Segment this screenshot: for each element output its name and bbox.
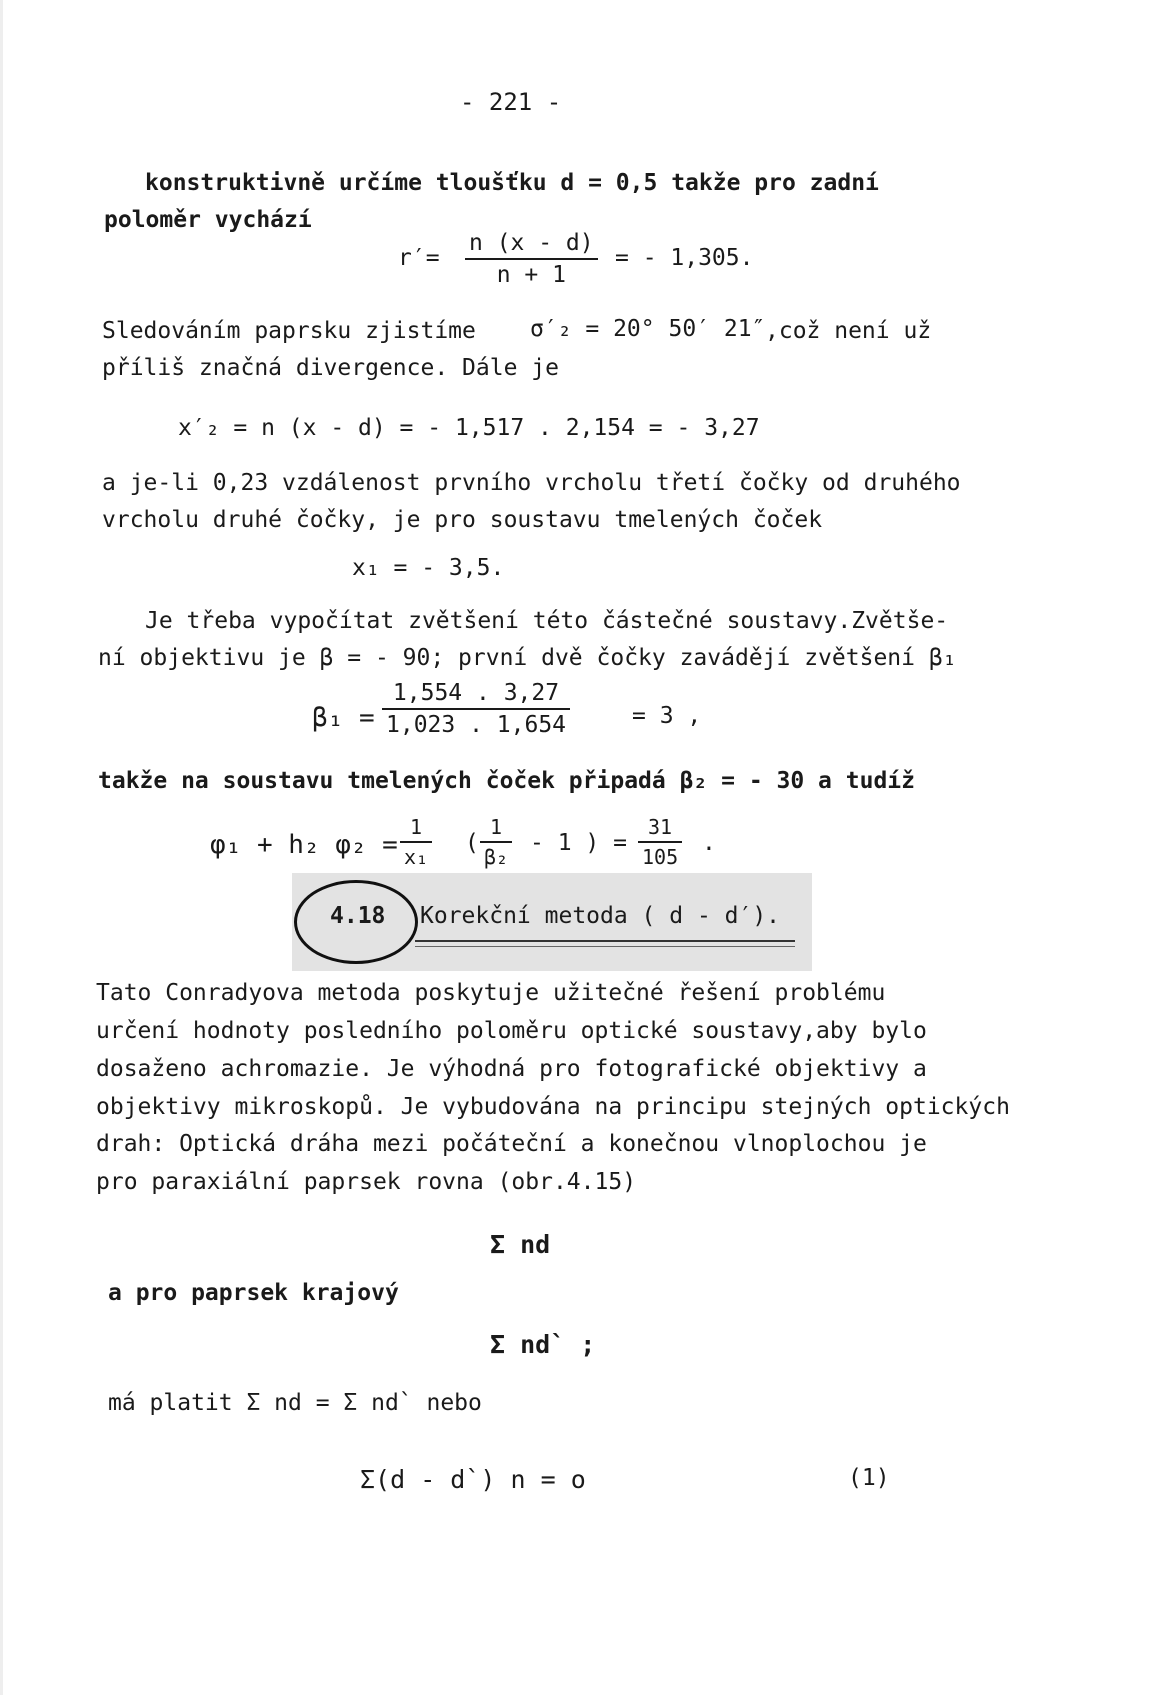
section-title: Korekční metoda ( d - d′). — [420, 903, 781, 929]
equation-beta1-fraction — [382, 680, 570, 738]
equation-final: Σ(d - d`) n = o — [360, 1465, 586, 1494]
equation-x1: x₁ = - 3,5. — [352, 555, 505, 581]
equation-phi-fraction-3 — [638, 815, 682, 869]
text-line: Sledováním paprsku zjistíme — [102, 318, 476, 344]
fraction-numerator: n (x - d) — [465, 230, 598, 260]
text-line: ní objektivu je β = - 90; první dvě čočky zavádějí zvětšení β₁ — [98, 645, 957, 671]
equation-phi-fraction-1 — [400, 815, 432, 869]
section-title-underline — [415, 940, 795, 947]
text-line: takže na soustavu tmelených čoček připadá β₂ = - 30 a tudíž — [98, 768, 915, 794]
fraction-denominator: 1,023 . 1,654 — [386, 712, 567, 738]
text-line: vrcholu druhé čočky, je pro soustavu tmelených čoček — [102, 507, 823, 533]
text-line: dosaženo achromazie. Je výhodná pro fotografické objektivy a — [96, 1056, 927, 1082]
equation-phi-end: . — [702, 830, 716, 856]
text-line: konstruktivně určíme tloušťku d = 0,5 takže pro zadní — [145, 170, 879, 196]
fraction-denominator: 105 — [642, 845, 679, 869]
equation-beta1-rhs: = 3 , — [632, 703, 702, 729]
equation-sum-nd: Σ nd — [490, 1230, 551, 1259]
equation-phi-fraction-2 — [480, 815, 512, 869]
text-line: ,což není už — [765, 318, 932, 344]
page-number: - 221 - — [460, 88, 562, 116]
equation-phi-paren-close: - 1 ) = — [530, 830, 627, 856]
text-line: určení hodnoty posledního poloměru optické soustavy,aby bylo — [96, 1018, 927, 1044]
fraction-numerator: 31 — [638, 815, 682, 843]
text-line: příliš značná divergence. Dále je — [102, 355, 559, 381]
text-line: objektivy mikroskopů. Je vybudována na principu stejných optických — [96, 1094, 1010, 1120]
text-line: a pro paprsek krajový — [108, 1280, 399, 1306]
equation-r-fraction — [465, 230, 598, 288]
text-line: a je-li 0,23 vzdálenost prvního vrcholu třetí čočky od druhého — [102, 470, 961, 496]
equation-label: (1) — [848, 1465, 890, 1491]
page-edge — [0, 0, 3, 1695]
text-line: Tato Conradyova metoda poskytuje užitečné řešení problému — [96, 980, 886, 1006]
text-line: má platit Σ nd = Σ nd` nebo — [108, 1390, 482, 1416]
text-line: Je třeba vypočítat zvětšení této částečné soustavy.Zvětše- — [145, 608, 949, 634]
fraction-denominator: x₁ — [404, 845, 429, 869]
text-line: drah: Optická dráha mezi počáteční a konečnou vlnoplochou je — [96, 1131, 927, 1157]
equation-phi-lhs: φ₁ + h₂ φ₂ = — [210, 830, 398, 860]
fraction-numerator: 1,554 . 3,27 — [382, 680, 570, 710]
fraction-denominator: β₂ — [484, 845, 509, 869]
equation-sum-nd-prime: Σ nd` ; — [490, 1330, 596, 1359]
equation-r-result: = - 1,305. — [615, 245, 754, 271]
fraction-numerator: 1 — [400, 815, 432, 843]
fraction-numerator: 1 — [480, 815, 512, 843]
equation-x2: x′₂ = n (x - d) = - 1,517 . 2,154 = - 3,27 — [178, 415, 760, 441]
text-line: poloměr vychází — [104, 207, 312, 233]
equation-r-prefix: r′= — [398, 245, 440, 271]
fraction-denominator: n + 1 — [496, 262, 566, 288]
text-line: pro paraxiální paprsek rovna (obr.4.15) — [96, 1169, 637, 1195]
equation-phi-paren-open: ( — [465, 830, 479, 856]
equation-beta1-lhs: β₁ = — [312, 703, 375, 733]
section-number: 4.18 — [330, 903, 386, 929]
equation-sigma: σ′₂ = 20° 50′ 21″ — [530, 316, 766, 342]
